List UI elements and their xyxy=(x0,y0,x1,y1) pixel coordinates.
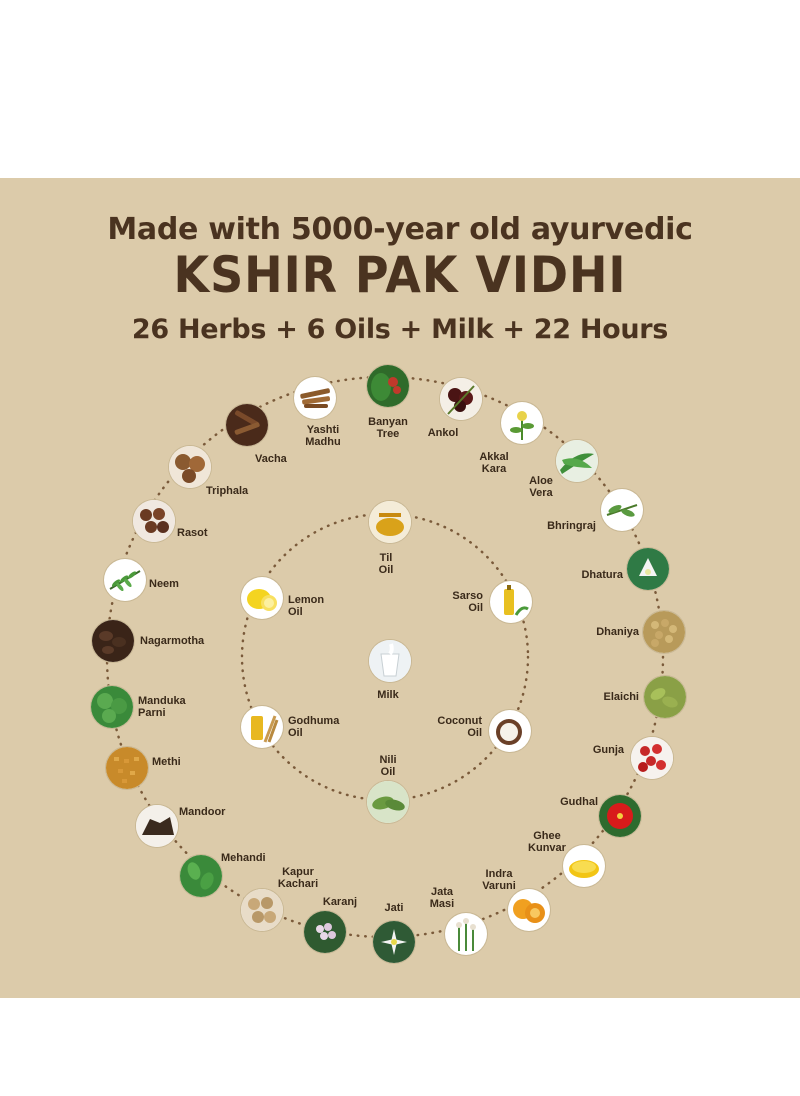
yashti-madhu-label: Yashti Madhu xyxy=(305,424,341,448)
mehandi-label: Mehandi xyxy=(221,852,266,864)
nagarmotha-root-icon xyxy=(92,620,134,662)
vacha-root-icon xyxy=(226,404,268,446)
godhuma-oil-label: Godhuma Oil xyxy=(288,715,340,739)
aloe-leaf-icon xyxy=(556,440,598,482)
nagarmotha-label: Nagarmotha xyxy=(140,635,205,647)
dhaniya-label: Dhaniya xyxy=(596,626,639,638)
hibiscus-icon xyxy=(599,795,641,837)
bhringraj-label: Bhringraj xyxy=(547,520,596,532)
banyan-leaf-icon xyxy=(367,365,409,407)
ghee-bowl-icon xyxy=(563,845,605,887)
coconut-oil-label: Coconut Oil xyxy=(437,715,482,739)
mustard-oil-icon xyxy=(490,581,532,623)
mandoor-label: Mandoor xyxy=(179,806,226,818)
milk-label: Milk xyxy=(377,689,399,701)
milk-glass-icon xyxy=(369,640,411,682)
henna-leaves-icon xyxy=(180,855,222,897)
sesame-oil-icon xyxy=(369,501,411,543)
methi-label: Methi xyxy=(152,756,181,768)
lemon-icon xyxy=(241,577,283,619)
indra-varuni-label: Indra Varuni xyxy=(482,868,516,892)
orange-fruit-icon xyxy=(508,889,550,931)
main-title: KSHIR PAK VIDHI xyxy=(173,246,627,304)
cardamom-icon xyxy=(644,676,686,718)
ankol-label: Ankol xyxy=(427,427,459,439)
aloe-vera-label: Aloe Vera xyxy=(529,475,553,499)
neem-leaves-icon xyxy=(104,559,146,601)
tagline: Made with 5000-year old ayurvedic xyxy=(107,212,693,247)
kapur-kachari-label: Kapur Kachari xyxy=(277,866,319,890)
leaves-icon xyxy=(601,489,643,531)
banyan-tree-label: Banyan Tree xyxy=(368,416,408,440)
fenugreek-seeds-icon xyxy=(106,747,148,789)
wheat-oil-icon xyxy=(241,706,283,748)
berries-icon xyxy=(440,378,482,420)
jati-label: Jati xyxy=(384,902,404,914)
karanj-label: Karanj xyxy=(322,896,358,908)
mandoor-rock-icon xyxy=(136,805,178,847)
root-pieces-icon xyxy=(241,889,283,931)
triphala-fruit-icon xyxy=(169,446,211,488)
rasot-berries-icon xyxy=(133,500,175,542)
gunja-label: Gunja xyxy=(592,744,624,756)
dhatura-label: Dhatura xyxy=(581,569,623,581)
karanj-flower-icon xyxy=(304,911,346,953)
triphala-label: Triphala xyxy=(206,485,249,497)
subtitle: 26 Herbs + 6 Oils + Milk + 22 Hours xyxy=(131,314,669,345)
coriander-seeds-icon xyxy=(643,611,685,653)
licorice-root-icon xyxy=(294,377,336,419)
flower-plant-icon xyxy=(501,402,543,444)
red-seeds-icon xyxy=(631,737,673,779)
til-oil-label: Til Oil xyxy=(378,552,394,576)
neem-label: Neem xyxy=(149,578,179,590)
jasmine-icon xyxy=(373,921,415,963)
elaichi-label: Elaichi xyxy=(603,691,639,703)
nili-oil-label: Nili Oil xyxy=(379,754,397,778)
dhatura-flower-icon xyxy=(627,548,669,590)
akkal-kara-label: Akkal Kara xyxy=(479,451,509,475)
vacha-label: Vacha xyxy=(255,453,287,465)
sarso-oil-label: Sarso Oil xyxy=(452,590,483,614)
jata-masi-label: Jata Masi xyxy=(429,886,455,910)
indigo-leaves-icon xyxy=(367,781,409,823)
gudhal-label: Gudhal xyxy=(560,796,598,808)
manduka-parni-label: Manduka Parni xyxy=(138,695,186,719)
lemon-oil-label: Lemon Oil xyxy=(288,594,325,618)
coconut-icon xyxy=(489,710,531,752)
rasot-label: Rasot xyxy=(177,527,208,539)
ghee-kunvar-label: Ghee Kunvar xyxy=(528,830,566,854)
herb-stalks-icon xyxy=(445,913,487,955)
gotu-kola-leaves-icon xyxy=(91,686,133,728)
